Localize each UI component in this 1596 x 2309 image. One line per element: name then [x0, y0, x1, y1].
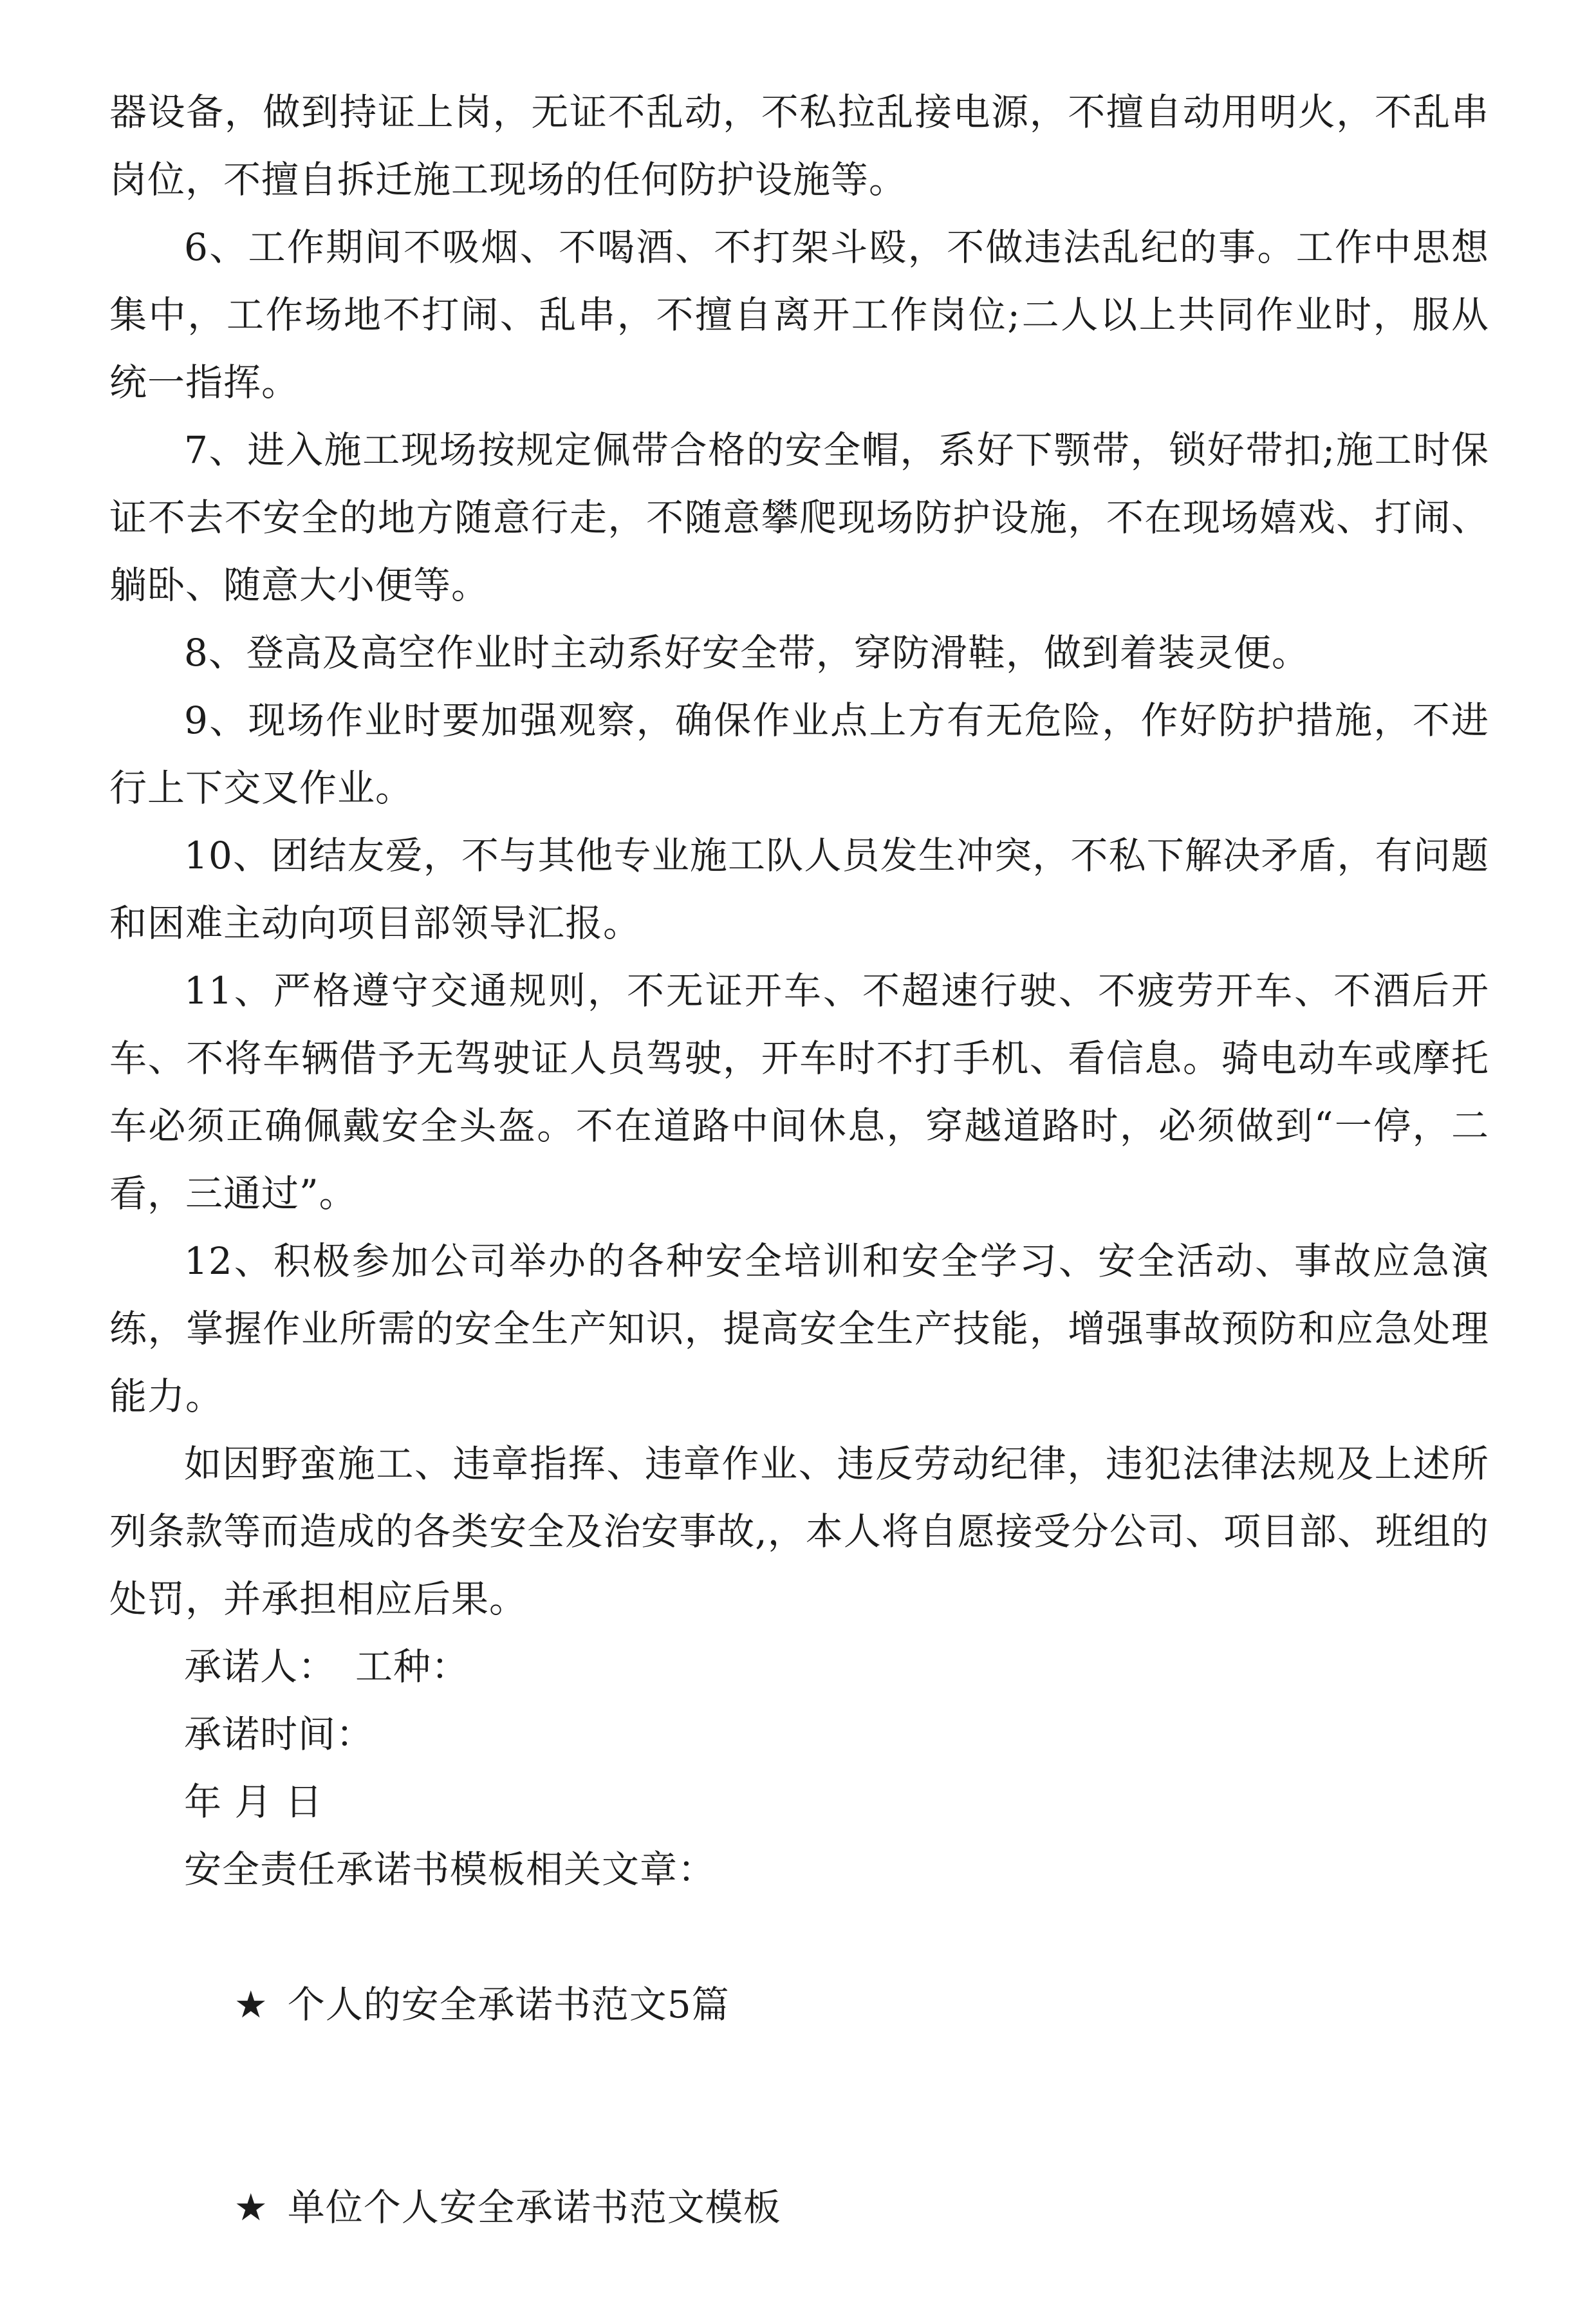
related-article-item-2: [109, 2106, 1489, 2309]
star-bullet-icon: ★: [234, 1983, 268, 2026]
signature-line-promiser: 承诺人： 工种：: [184, 1645, 470, 1688]
paragraph-item-7: 7、进入施工现场按规定佩带合格的安全帽，系好下颚带，锁好带扣;施工时保证不去不安全的地方随意行走，不随意攀爬现场防护设施，不在现场嬉戏、打闹、躺卧、随意大小便等。: [109, 428, 1489, 607]
signature-line-time: 承诺时间：: [184, 1712, 375, 1756]
signature-line-date: 年 月 日: [184, 1780, 323, 1824]
paragraph-item-12: 12、积极参加公司举办的各种安全培训和安全学习、安全活动、事故应急演练，掌握作业所需的安全生产知识，提高安全生产技能，增强事故预防和应急处理能力。: [109, 1239, 1489, 1418]
star-bullet-icon: ★: [234, 2185, 268, 2229]
paragraph-item-10: 10、团结友爱，不与其他专业施工队人员发生冲突，不私下解决矛盾，有问题和困难主动向项目部领导汇报。: [109, 834, 1489, 945]
paragraph-item-6: 6、工作期间不吸烟、不喝酒、不打架斗殴，不做违法乱纪的事。工作中思想集中，工作场地不打闹、乱串，不擅自离开工作岗位;二人以上共同作业时，服从统一指挥。: [109, 225, 1489, 404]
paragraph-item-11: 11、严格遵守交通规则，不无证开车、不超速行驶、不疲劳开车、不酒后开车、不将车辆借予无驾驶证人员驾驶，开车时不打手机、看信息。骑电动车或摩托车必须正确佩戴安全头盔。不在道路中间休息，穿越道路时，必须做到“一停，二看，三通过”。: [109, 969, 1489, 1215]
related-article-item-1: [109, 1903, 1489, 2106]
related-articles-heading: 安全责任承诺书模板相关文章：: [184, 1847, 716, 1891]
related-article-text: 个人的安全承诺书范文5篇: [287, 1983, 730, 2026]
paragraph-item-9: 9、现场作业时要加强观察，确保作业点上方有无危险，作好防护措施，不进行上下交叉作业。: [109, 698, 1489, 810]
paragraph-continuation: 器设备，做到持证上岗，无证不乱动，不私拉乱接电源，不擅自动用明火，不乱串岗位，不擅自拆迁施工现场的任何防护设施等。: [109, 90, 1489, 201]
related-article-text: 单位个人安全承诺书范文模板: [287, 2185, 781, 2229]
paragraph-item-8: 8、登高及高空作业时主动系好安全带，穿防滑鞋，做到着装灵便。: [184, 631, 1310, 675]
paragraph-closing: 如因野蛮施工、违章指挥、违章作业、违反劳动纪律，违犯法律法规及上述所列条款等而造成的各类安全及治安事故,，本人将自愿接受分公司、项目部、班组的处罚，并承担相应后果。: [109, 1442, 1489, 1621]
